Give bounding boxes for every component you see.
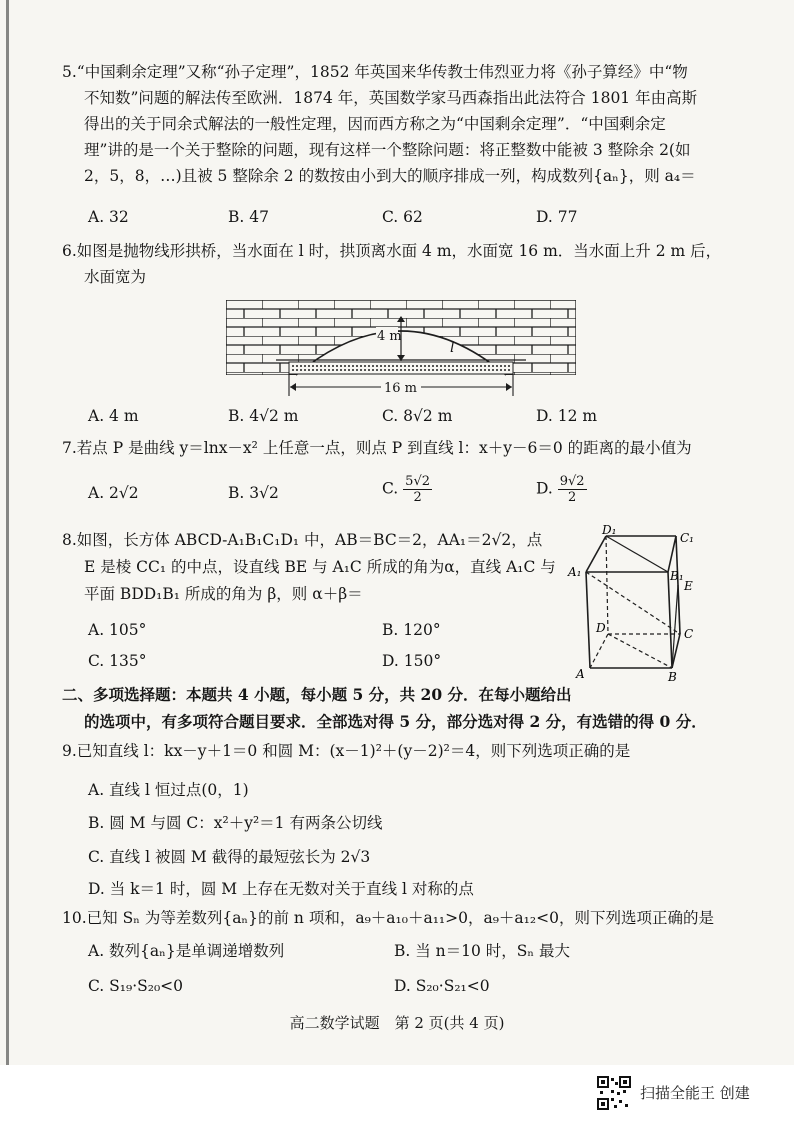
- q5-line-5: 2，5，8，…)且被 5 整除余 2 的数按由小到大的顺序排成一列，构成数列{aₙ}，则 a₄＝: [84, 167, 696, 185]
- label-c1: C₁: [680, 531, 694, 545]
- q7-option-a: A. 2√2: [88, 484, 139, 502]
- q8-line-2: E 是棱 CC₁ 的中点，设直线 BE 与 A₁C 所成的角为α，直线 A₁C 与: [84, 558, 556, 576]
- q6-option-b: B. 4√2 m: [228, 407, 299, 425]
- arch-bridge-figure: [226, 300, 576, 400]
- q5-line-3: 得出的关于同余式解法的一般性定理，因而西方称之为“中国剩余定理”．“中国剩余定: [84, 115, 666, 133]
- q7-option-c: C. $\frac{5√2}{2}$: [382, 474, 430, 505]
- q7-option-d-fraction: $\frac{9√2}{2}$: [559, 474, 585, 505]
- label-a1: A₁: [568, 565, 582, 579]
- label-c: C: [684, 627, 694, 641]
- q10-option-d: D. S₂₀·S₂₁<0: [394, 977, 490, 995]
- label-d1: D₁: [602, 523, 617, 537]
- water-line-label: l: [450, 340, 455, 356]
- q6-option-c: C. 8√2 m: [382, 407, 453, 425]
- q7-line: 7.若点 P 是曲线 y＝lnx－x² 上任意一点，则点 P 到直线 l：x＋y－6＝0 的距离的最小值为: [62, 439, 692, 457]
- q5-option-c: C. 62: [382, 208, 423, 226]
- label-e: E: [684, 579, 693, 593]
- q6-option-d: D. 12 m: [536, 407, 598, 425]
- label-a: A: [576, 667, 585, 681]
- cuboid-figure: [562, 522, 714, 684]
- q9-option-c: C. 直线 l 被圆 M 截得的最短弦长为 2√3: [88, 848, 371, 866]
- q8-option-b: B. 120°: [382, 621, 441, 639]
- q5-line-1: 5.“中国剩余定理”又称“孙子定理”，1852 年英国来华传教士伟烈亚力将《孙子算经》中“物: [62, 63, 688, 81]
- q9-line: 9.已知直线 l：kx－y＋1＝0 和圆 M：(x－1)²＋(y－2)²＝4，则下列选项正确的是: [62, 742, 631, 760]
- water-surface: [289, 362, 513, 374]
- q10-option-a: A. 数列{aₙ}是单调递增数列: [88, 942, 285, 960]
- label-b1: B₁: [670, 569, 684, 583]
- q8-line-1: 8.如图，长方体 ABCD-A₁B₁C₁D₁ 中，AB＝BC＝2，AA₁＝2√2，点: [62, 531, 543, 549]
- q6-line-1: 6.如图是抛物线形拱桥，当水面在 l 时，拱顶离水面 4 m，水面宽 16 m．当水面上升 2 m 后，: [62, 242, 722, 260]
- q6-option-a: A. 4 m: [88, 407, 139, 425]
- q10-option-b: B. 当 n＝10 时，Sₙ 最大: [394, 942, 571, 960]
- q5-line-2: 不知数”问题的解法传至欧洲．1874 年，英国数学家马西森指出此法符合 1801 年由高斯: [84, 89, 698, 107]
- q9-option-a: A. 直线 l 恒过点(0，1): [88, 781, 249, 799]
- width-label: 16 m: [384, 381, 418, 396]
- q7-option-d: D. $\frac{9√2}{2}$: [536, 474, 585, 505]
- section-2-heading: 二、多项选择题：本题共 4 小题，每小题 5 分，共 20 分．在每小题给出: [62, 685, 572, 704]
- q8-line-3: 平面 BDD₁B₁ 所成的角为 β，则 α＋β＝: [84, 585, 363, 603]
- page-footer: 高二数学试题 第 2 页(共 4 页): [289, 1014, 505, 1032]
- height-label: 4 m: [377, 329, 402, 344]
- q7-option-b: B. 3√2: [228, 484, 279, 502]
- page-edge-shadow: [6, 0, 9, 1065]
- section-2-instructions: 的选项中，有多项符合题目要求．全部选对得 5 分，部分选对得 2 分，有选错的得 0 分．: [84, 712, 707, 731]
- q6-line-2: 水面宽为: [84, 268, 147, 286]
- q7-option-c-fraction: $\frac{5√2}{2}$: [405, 474, 430, 505]
- q5-option-a: A. 32: [88, 208, 129, 226]
- label-b: B: [668, 670, 677, 684]
- q10-line: 10.已知 Sₙ 为等差数列{aₙ}的前 n 项和，a₉＋a₁₀＋a₁₁>0，a₉＋a₁₂<0，则下列选项正确的是: [62, 909, 714, 927]
- q8-option-a: A. 105°: [88, 621, 147, 639]
- q5-option-b: B. 47: [228, 208, 269, 226]
- qr-code-icon: [597, 1076, 631, 1110]
- q9-option-b: B. 圆 M 与圆 C：x²＋y²＝1 有两条公切线: [88, 814, 383, 832]
- scanner-watermark: 扫描全能王 创建: [640, 1084, 750, 1102]
- q5-line-4: 理”讲的是一个关于整除的问题，现有这样一个整除问题：将正整数中能被 3 整除余 2(如: [84, 141, 691, 159]
- q9-option-d: D. 当 k＝1 时，圆 M 上存在无数对关于直线 l 对称的点: [88, 880, 474, 898]
- label-d: D: [596, 621, 606, 635]
- q10-option-c: C. S₁₉·S₂₀<0: [88, 977, 184, 995]
- q5-option-d: D. 77: [536, 208, 578, 226]
- q8-option-d: D. 150°: [382, 652, 442, 670]
- q8-option-c: C. 135°: [88, 652, 147, 670]
